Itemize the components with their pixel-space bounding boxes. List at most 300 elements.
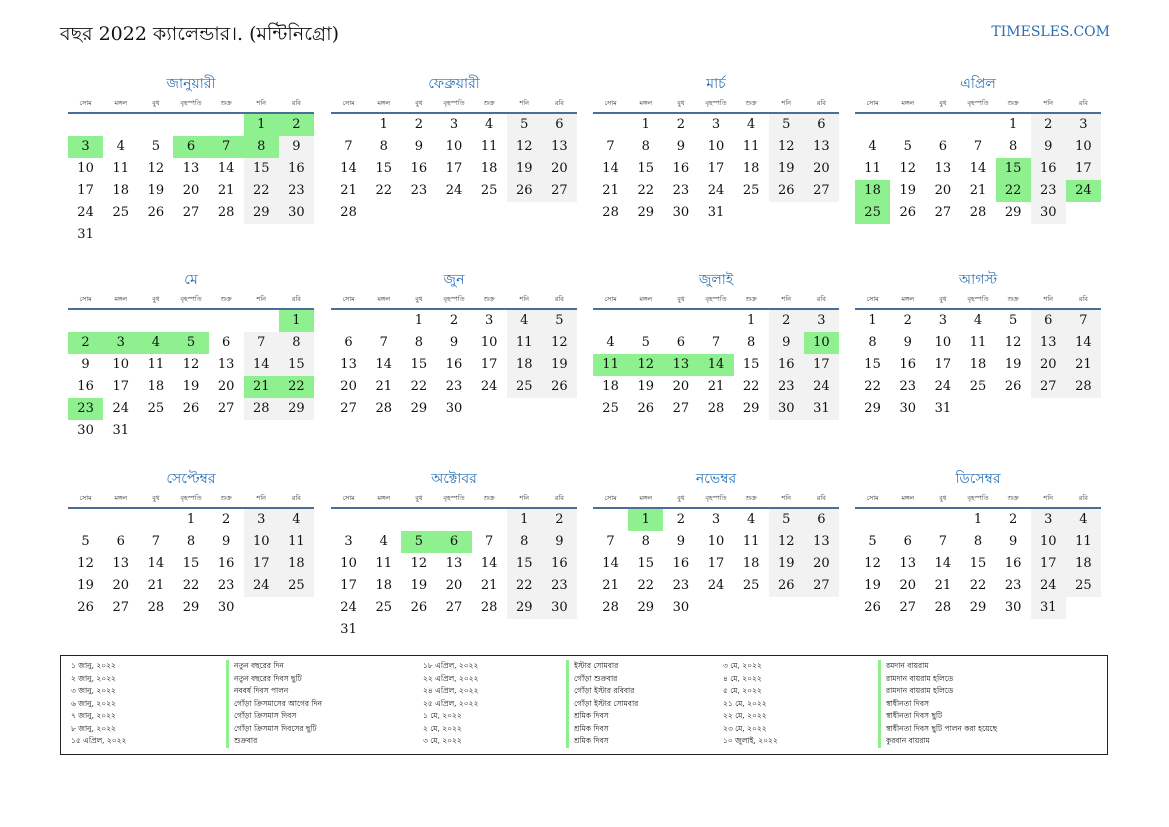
day-cell[interactable]: 12 (77, 556, 94, 571)
day-cell[interactable]: 3 (1031, 509, 1066, 531)
day-cell[interactable]: 19 (899, 183, 916, 198)
day-cell[interactable]: 27 (899, 600, 916, 615)
day-cell[interactable]: 10 (707, 139, 725, 154)
holiday-day-cell[interactable]: 6 (173, 136, 208, 158)
day-cell[interactable]: 22 (637, 578, 654, 593)
holiday-day-cell[interactable]: 1 (628, 509, 663, 531)
day-cell[interactable]: 21 (1066, 354, 1101, 376)
day-cell[interactable]: 2 (1008, 512, 1018, 527)
day-cell[interactable]: 8 (1008, 139, 1018, 154)
day-cell[interactable]: 30 (217, 600, 235, 615)
day-cell[interactable]: 9 (1031, 136, 1066, 158)
day-cell[interactable]: 8 (279, 332, 314, 354)
day-cell[interactable]: 18 (112, 183, 129, 198)
holiday-day-cell[interactable]: 12 (628, 354, 663, 376)
day-cell[interactable]: 10 (244, 531, 279, 553)
day-cell[interactable]: 15 (182, 556, 200, 571)
day-cell[interactable]: 28 (602, 205, 619, 220)
day-cell[interactable]: 24 (340, 600, 357, 615)
day-cell[interactable]: 24 (804, 376, 839, 398)
day-cell[interactable]: 3 (344, 534, 353, 549)
day-cell[interactable]: 13 (804, 531, 839, 553)
day-cell[interactable]: 24 (934, 379, 952, 394)
holiday-day-cell[interactable]: 14 (698, 354, 733, 376)
day-cell[interactable]: 17 (244, 553, 279, 575)
day-cell[interactable]: 17 (112, 379, 129, 394)
day-cell[interactable]: 3 (449, 117, 459, 132)
day-cell[interactable]: 2 (676, 117, 685, 132)
day-cell[interactable]: 29 (244, 202, 279, 224)
day-cell[interactable]: 25 (480, 183, 498, 198)
day-cell[interactable]: 8 (641, 534, 650, 549)
day-cell[interactable]: 8 (868, 335, 877, 350)
day-cell[interactable]: 11 (1066, 531, 1101, 553)
day-cell[interactable]: 27 (934, 205, 952, 220)
day-cell[interactable]: 21 (602, 183, 619, 198)
day-cell[interactable]: 22 (410, 379, 428, 394)
day-cell[interactable]: 27 (1031, 376, 1066, 398)
day-cell[interactable]: 2 (542, 509, 577, 531)
day-cell[interactable]: 7 (244, 332, 279, 354)
day-cell[interactable]: 13 (542, 136, 577, 158)
day-cell[interactable]: 22 (182, 578, 200, 593)
day-cell[interactable]: 3 (484, 313, 494, 328)
day-cell[interactable]: 13 (899, 556, 916, 571)
day-cell[interactable]: 18 (507, 354, 542, 376)
day-cell[interactable]: 31 (340, 622, 357, 637)
day-cell[interactable]: 31 (1031, 597, 1066, 619)
day-cell[interactable]: 14 (147, 556, 165, 571)
day-cell[interactable]: 24 (445, 183, 463, 198)
day-cell[interactable]: 15 (969, 556, 987, 571)
day-cell[interactable]: 13 (1031, 332, 1066, 354)
day-cell[interactable]: 28 (934, 600, 952, 615)
day-cell[interactable]: 29 (182, 600, 200, 615)
day-cell[interactable]: 20 (542, 158, 577, 180)
day-cell[interactable]: 18 (742, 556, 760, 571)
day-cell[interactable]: 6 (116, 534, 125, 549)
day-cell[interactable]: 9 (903, 335, 912, 350)
holiday-day-cell[interactable]: 23 (68, 398, 103, 420)
holiday-day-cell[interactable]: 5 (173, 332, 208, 354)
day-cell[interactable]: 10 (1031, 531, 1066, 553)
day-cell[interactable]: 4 (116, 139, 125, 154)
day-cell[interactable]: 20 (182, 183, 200, 198)
holiday-day-cell[interactable]: 10 (804, 332, 839, 354)
day-cell[interactable]: 15 (410, 357, 428, 372)
day-cell[interactable]: 19 (769, 158, 804, 180)
holiday-day-cell[interactable]: 21 (244, 376, 279, 398)
day-cell[interactable]: 11 (742, 534, 760, 549)
day-cell[interactable]: 24 (707, 578, 725, 593)
day-cell[interactable]: 20 (804, 553, 839, 575)
day-cell[interactable]: 9 (449, 335, 459, 350)
day-cell[interactable]: 16 (77, 379, 94, 394)
day-cell[interactable]: 20 (672, 379, 690, 394)
day-cell[interactable]: 14 (244, 354, 279, 376)
day-cell[interactable]: 4 (868, 139, 877, 154)
day-cell[interactable]: 7 (973, 139, 983, 154)
day-cell[interactable]: 12 (410, 556, 428, 571)
day-cell[interactable]: 6 (676, 335, 685, 350)
day-cell[interactable]: 27 (217, 401, 235, 416)
day-cell[interactable]: 30 (672, 205, 690, 220)
day-cell[interactable]: 12 (864, 556, 881, 571)
day-cell[interactable]: 30 (769, 398, 804, 420)
day-cell[interactable]: 29 (864, 401, 881, 416)
day-cell[interactable]: 12 (507, 136, 542, 158)
day-cell[interactable]: 2 (903, 313, 912, 328)
day-cell[interactable]: 23 (410, 183, 428, 198)
day-cell[interactable]: 19 (182, 379, 200, 394)
day-cell[interactable]: 3 (1066, 114, 1101, 136)
day-cell[interactable]: 11 (375, 556, 392, 571)
day-cell[interactable]: 10 (77, 161, 94, 176)
day-cell[interactable]: 23 (672, 578, 690, 593)
day-cell[interactable]: 10 (445, 139, 463, 154)
day-cell[interactable]: 11 (147, 357, 165, 372)
day-cell[interactable]: 14 (1066, 332, 1101, 354)
day-cell[interactable]: 28 (340, 205, 357, 220)
day-cell[interactable]: 23 (1031, 180, 1066, 202)
day-cell[interactable]: 13 (112, 556, 129, 571)
day-cell[interactable]: 2 (221, 512, 231, 527)
day-cell[interactable]: 22 (507, 575, 542, 597)
day-cell[interactable]: 19 (637, 379, 654, 394)
day-cell[interactable]: 6 (804, 114, 839, 136)
day-cell[interactable]: 9 (542, 531, 577, 553)
day-cell[interactable]: 11 (969, 335, 987, 350)
day-cell[interactable]: 28 (244, 398, 279, 420)
day-cell[interactable]: 18 (147, 379, 165, 394)
day-cell[interactable]: 21 (707, 379, 725, 394)
day-cell[interactable]: 25 (147, 401, 165, 416)
day-cell[interactable]: 26 (182, 401, 200, 416)
holiday-day-cell[interactable]: 2 (68, 332, 103, 354)
day-cell[interactable]: 28 (147, 600, 165, 615)
day-cell[interactable]: 23 (1004, 578, 1022, 593)
day-cell[interactable]: 20 (934, 183, 952, 198)
day-cell[interactable]: 21 (217, 183, 235, 198)
day-cell[interactable]: 18 (279, 553, 314, 575)
day-cell[interactable]: 3 (711, 117, 721, 132)
holiday-day-cell[interactable]: 2 (279, 114, 314, 136)
day-cell[interactable]: 11 (112, 161, 129, 176)
day-cell[interactable]: 30 (899, 401, 916, 416)
day-cell[interactable]: 7 (606, 534, 615, 549)
holiday-day-cell[interactable]: 5 (401, 531, 436, 553)
day-cell[interactable]: 29 (969, 600, 987, 615)
day-cell[interactable]: 15 (244, 158, 279, 180)
day-cell[interactable]: 16 (542, 553, 577, 575)
day-cell[interactable]: 8 (746, 335, 756, 350)
holiday-day-cell[interactable]: 25 (855, 202, 890, 224)
day-cell[interactable]: 5 (1008, 313, 1018, 328)
day-cell[interactable]: 4 (484, 117, 494, 132)
day-cell[interactable]: 29 (742, 401, 760, 416)
day-cell[interactable]: 6 (344, 335, 353, 350)
holiday-day-cell[interactable]: 1 (244, 114, 279, 136)
day-cell[interactable]: 18 (375, 578, 392, 593)
holiday-day-cell[interactable]: 6 (436, 531, 471, 553)
day-cell[interactable]: 20 (804, 158, 839, 180)
day-cell[interactable]: 10 (480, 335, 498, 350)
day-cell[interactable]: 1 (868, 313, 877, 328)
day-cell[interactable]: 8 (186, 534, 196, 549)
day-cell[interactable]: 19 (769, 553, 804, 575)
day-cell[interactable]: 25 (1066, 575, 1101, 597)
day-cell[interactable]: 5 (81, 534, 90, 549)
day-cell[interactable]: 24 (1031, 575, 1066, 597)
day-cell[interactable]: 21 (147, 578, 165, 593)
day-cell[interactable]: 14 (602, 556, 619, 571)
day-cell[interactable]: 7 (151, 534, 160, 549)
day-cell[interactable]: 3 (244, 509, 279, 531)
day-cell[interactable]: 21 (602, 578, 619, 593)
site-link[interactable]: TIMESLES.COM (991, 24, 1110, 40)
day-cell[interactable]: 25 (969, 379, 987, 394)
day-cell[interactable]: 14 (934, 556, 952, 571)
day-cell[interactable]: 19 (410, 578, 428, 593)
day-cell[interactable]: 4 (1066, 509, 1101, 531)
day-cell[interactable]: 9 (769, 332, 804, 354)
day-cell[interactable]: 28 (480, 600, 498, 615)
day-cell[interactable]: 10 (934, 335, 952, 350)
day-cell[interactable]: 16 (1004, 556, 1022, 571)
day-cell[interactable]: 1 (507, 509, 542, 531)
day-cell[interactable]: 28 (1066, 376, 1101, 398)
day-cell[interactable]: 6 (804, 509, 839, 531)
day-cell[interactable]: 24 (244, 575, 279, 597)
day-cell[interactable]: 30 (1004, 600, 1022, 615)
day-cell[interactable]: 16 (1031, 158, 1066, 180)
day-cell[interactable]: 23 (769, 376, 804, 398)
day-cell[interactable]: 20 (217, 379, 235, 394)
day-cell[interactable]: 26 (77, 600, 94, 615)
day-cell[interactable]: 16 (899, 357, 916, 372)
day-cell[interactable]: 23 (899, 379, 916, 394)
day-cell[interactable]: 17 (445, 161, 463, 176)
day-cell[interactable]: 6 (542, 114, 577, 136)
day-cell[interactable]: 3 (711, 512, 721, 527)
day-cell[interactable]: 5 (769, 509, 804, 531)
day-cell[interactable]: 2 (449, 313, 459, 328)
day-cell[interactable]: 25 (742, 183, 760, 198)
day-cell[interactable]: 17 (77, 183, 94, 198)
day-cell[interactable]: 1 (746, 313, 756, 328)
day-cell[interactable]: 5 (641, 335, 650, 350)
day-cell[interactable]: 20 (112, 578, 129, 593)
day-cell[interactable]: 7 (379, 335, 388, 350)
day-cell[interactable]: 22 (375, 183, 392, 198)
day-cell[interactable]: 15 (279, 354, 314, 376)
day-cell[interactable]: 20 (445, 578, 463, 593)
day-cell[interactable]: 26 (542, 376, 577, 398)
day-cell[interactable]: 16 (672, 556, 690, 571)
day-cell[interactable]: 27 (804, 575, 839, 597)
day-cell[interactable]: 20 (340, 379, 357, 394)
day-cell[interactable]: 25 (602, 401, 619, 416)
day-cell[interactable]: 8 (379, 139, 388, 154)
day-cell[interactable]: 5 (769, 114, 804, 136)
day-cell[interactable]: 6 (903, 534, 912, 549)
day-cell[interactable]: 11 (507, 332, 542, 354)
day-cell[interactable]: 1 (641, 117, 650, 132)
day-cell[interactable]: 28 (375, 401, 392, 416)
day-cell[interactable]: 19 (77, 578, 94, 593)
holiday-day-cell[interactable]: 24 (1066, 180, 1101, 202)
day-cell[interactable]: 29 (507, 597, 542, 619)
day-cell[interactable]: 23 (279, 180, 314, 202)
day-cell[interactable]: 17 (934, 357, 952, 372)
day-cell[interactable]: 13 (217, 357, 235, 372)
day-cell[interactable]: 8 (414, 335, 423, 350)
day-cell[interactable]: 3 (938, 313, 947, 328)
day-cell[interactable]: 1 (186, 512, 196, 527)
day-cell[interactable]: 12 (1004, 335, 1022, 350)
day-cell[interactable]: 22 (244, 180, 279, 202)
day-cell[interactable]: 9 (676, 534, 685, 549)
day-cell[interactable]: 23 (542, 575, 577, 597)
day-cell[interactable]: 13 (934, 161, 952, 176)
day-cell[interactable]: 15 (864, 357, 881, 372)
day-cell[interactable]: 1 (1008, 117, 1018, 132)
day-cell[interactable]: 4 (606, 335, 615, 350)
day-cell[interactable]: 7 (1066, 310, 1101, 332)
holiday-day-cell[interactable]: 3 (103, 332, 138, 354)
day-cell[interactable]: 24 (112, 401, 129, 416)
day-cell[interactable]: 17 (1066, 158, 1101, 180)
day-cell[interactable]: 26 (637, 401, 654, 416)
day-cell[interactable]: 12 (769, 531, 804, 553)
day-cell[interactable]: 26 (147, 205, 165, 220)
day-cell[interactable]: 16 (410, 161, 428, 176)
day-cell[interactable]: 24 (480, 379, 498, 394)
day-cell[interactable]: 11 (480, 139, 498, 154)
day-cell[interactable]: 14 (375, 357, 392, 372)
day-cell[interactable]: 29 (410, 401, 428, 416)
day-cell[interactable]: 7 (484, 534, 494, 549)
day-cell[interactable]: 25 (507, 376, 542, 398)
day-cell[interactable]: 18 (1066, 553, 1101, 575)
day-cell[interactable]: 21 (480, 578, 498, 593)
day-cell[interactable]: 11 (279, 531, 314, 553)
day-cell[interactable]: 11 (742, 139, 760, 154)
day-cell[interactable]: 27 (182, 205, 200, 220)
day-cell[interactable]: 4 (973, 313, 983, 328)
day-cell[interactable]: 5 (903, 139, 912, 154)
day-cell[interactable]: 23 (217, 578, 235, 593)
day-cell[interactable]: 9 (221, 534, 231, 549)
day-cell[interactable]: 10 (340, 556, 357, 571)
day-cell[interactable]: 14 (340, 161, 357, 176)
day-cell[interactable]: 29 (637, 205, 654, 220)
day-cell[interactable]: 28 (707, 401, 725, 416)
day-cell[interactable]: 8 (507, 531, 542, 553)
day-cell[interactable]: 7 (606, 139, 615, 154)
day-cell[interactable]: 12 (542, 332, 577, 354)
day-cell[interactable]: 19 (507, 158, 542, 180)
day-cell[interactable]: 12 (769, 136, 804, 158)
day-cell[interactable]: 2 (414, 117, 423, 132)
day-cell[interactable]: 26 (769, 180, 804, 202)
day-cell[interactable]: 10 (1066, 136, 1101, 158)
day-cell[interactable]: 13 (340, 357, 357, 372)
day-cell[interactable]: 27 (672, 401, 690, 416)
day-cell[interactable]: 18 (742, 161, 760, 176)
day-cell[interactable]: 26 (899, 205, 916, 220)
day-cell[interactable]: 14 (969, 161, 987, 176)
day-cell[interactable]: 17 (480, 357, 498, 372)
day-cell[interactable]: 25 (112, 205, 129, 220)
day-cell[interactable]: 15 (637, 161, 654, 176)
day-cell[interactable]: 3 (804, 310, 839, 332)
day-cell[interactable]: 2 (769, 310, 804, 332)
day-cell[interactable]: 5 (507, 114, 542, 136)
day-cell[interactable]: 19 (147, 183, 165, 198)
day-cell[interactable]: 19 (864, 578, 881, 593)
day-cell[interactable]: 15 (507, 553, 542, 575)
day-cell[interactable]: 28 (602, 600, 619, 615)
day-cell[interactable]: 1 (973, 512, 983, 527)
day-cell[interactable]: 6 (1031, 310, 1066, 332)
day-cell[interactable]: 9 (1008, 534, 1018, 549)
day-cell[interactable]: 26 (410, 600, 428, 615)
day-cell[interactable]: 28 (217, 205, 235, 220)
day-cell[interactable]: 9 (81, 357, 90, 372)
day-cell[interactable]: 12 (147, 161, 165, 176)
day-cell[interactable]: 16 (445, 357, 463, 372)
day-cell[interactable]: 27 (542, 180, 577, 202)
holiday-day-cell[interactable]: 13 (663, 354, 698, 376)
day-cell[interactable]: 27 (340, 401, 357, 416)
day-cell[interactable]: 20 (1031, 354, 1066, 376)
day-cell[interactable]: 22 (969, 578, 987, 593)
day-cell[interactable]: 17 (804, 354, 839, 376)
day-cell[interactable]: 21 (340, 183, 357, 198)
day-cell[interactable]: 10 (112, 357, 129, 372)
holiday-day-cell[interactable]: 11 (593, 354, 628, 376)
holiday-day-cell[interactable]: 15 (996, 158, 1031, 180)
day-cell[interactable]: 26 (1004, 379, 1022, 394)
holiday-day-cell[interactable]: 3 (68, 136, 103, 158)
holiday-day-cell[interactable]: 22 (279, 376, 314, 398)
day-cell[interactable]: 2 (1031, 114, 1066, 136)
day-cell[interactable]: 1 (379, 117, 388, 132)
day-cell[interactable]: 17 (340, 578, 357, 593)
day-cell[interactable]: 7 (938, 534, 947, 549)
day-cell[interactable]: 22 (742, 379, 760, 394)
day-cell[interactable]: 15 (742, 357, 760, 372)
day-cell[interactable]: 25 (742, 578, 760, 593)
day-cell[interactable]: 5 (542, 310, 577, 332)
day-cell[interactable]: 17 (707, 161, 725, 176)
day-cell[interactable]: 2 (676, 512, 685, 527)
day-cell[interactable]: 27 (112, 600, 129, 615)
holiday-day-cell[interactable]: 22 (996, 180, 1031, 202)
day-cell[interactable]: 10 (707, 534, 725, 549)
day-cell[interactable]: 17 (707, 556, 725, 571)
day-cell[interactable]: 9 (676, 139, 685, 154)
day-cell[interactable]: 7 (344, 139, 353, 154)
day-cell[interactable]: 18 (480, 161, 498, 176)
day-cell[interactable]: 16 (279, 158, 314, 180)
day-cell[interactable]: 23 (445, 379, 463, 394)
day-cell[interactable]: 31 (707, 205, 725, 220)
day-cell[interactable]: 29 (279, 398, 314, 420)
day-cell[interactable]: 27 (445, 600, 463, 615)
day-cell[interactable]: 13 (182, 161, 200, 176)
